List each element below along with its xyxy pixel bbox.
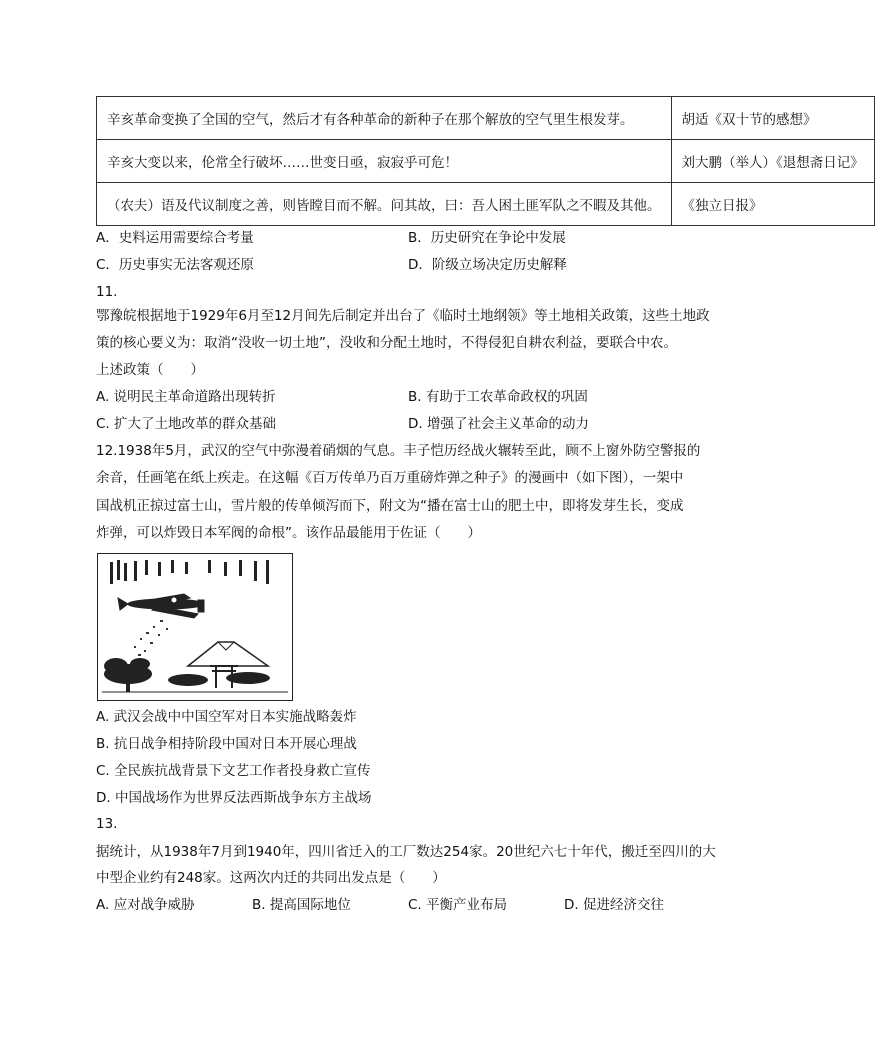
q11-option-d: D. 增强了社会主义革命的动力	[408, 416, 589, 432]
q11-number: 11.	[96, 284, 118, 300]
q12-stem-line: 炸弹，可以炸毁日本军阀的命根”。该作品最能用于佐证（ ）	[96, 525, 481, 541]
q11-stem-line: 上述政策（ ）	[96, 362, 204, 378]
table-cell-source: 胡适《双十节的感想》	[671, 97, 874, 140]
q12-stem-line: 国战机正掠过富士山，雪片般的传单倾泻而下，附文为“播在富士山的肥土中，即将发芽生长，变成	[96, 498, 684, 514]
q12-stem-line: 余音，任画笔在纸上疾走。在这幅《百万传单乃百万重磅炸弹之种子》的漫画中（如下图），一架中	[96, 470, 684, 486]
source-table	[96, 96, 875, 226]
q10-option-b: B．历史研究在争论中发展	[408, 230, 566, 246]
q11-stem-line: 策的核心要义为：取消“没收一切土地”，没收和分配土地时，不得侵犯自耕农利益，要联合中农。	[96, 335, 677, 351]
q13-stem-line: 中型企业约有248家。这两次内迁的共同出发点是（ ）	[96, 870, 446, 886]
table-cell-quote: 辛亥革命变换了全国的空气，然后才有各种革命的新种子在那个解放的空气里生根发芽。	[97, 97, 672, 140]
q13-option-b: B. 提高国际地位	[252, 897, 351, 913]
q11-option-c: C. 扩大了土地改革的群众基础	[96, 416, 277, 432]
q11-option-a: A. 说明民主革命道路出现转折	[96, 389, 276, 405]
q10-option-c: C．历史事实无法客观还原	[96, 257, 254, 273]
q11-option-b: B. 有助于工农革命政权的巩固	[408, 389, 588, 405]
q10-option-a: A．史料运用需要综合考量	[96, 230, 254, 246]
q11-stem-line: 鄂豫皖根据地于1929年6月至12月间先后制定并出台了《临时土地纲领》等土地相关政策，这些土地政	[96, 308, 710, 324]
table-cell-quote: 辛亥大变以来，伦常全行破坏……世变日亟，寂寂乎可危！	[97, 140, 672, 183]
table-cell-quote: （农夫）语及代议制度之善，则皆瞠目而不解。问其故，曰：吾人困土匪军队之不暇及其他。	[97, 183, 672, 226]
q13-number: 13.	[96, 816, 118, 832]
q13-option-d: D. 促进经济交往	[564, 897, 664, 913]
table-row	[97, 183, 875, 226]
q13-stem-line: 据统计，从1938年7月到1940年，四川省迁入的工厂数达254家。20世纪六七十年代，搬迁至四川的大	[96, 844, 716, 860]
q12-option-c: C. 全民族抗战背景下文艺工作者投身救亡宣传	[96, 763, 371, 779]
cartoon-image	[97, 553, 293, 701]
table-row	[97, 97, 875, 140]
q12-option-d: D. 中国战场作为世界反法西斯战争东方主战场	[96, 790, 372, 806]
q10-option-d: D．阶级立场决定历史解释	[408, 257, 567, 273]
table-row	[97, 140, 875, 183]
table-cell-source: 《独立日报》	[671, 183, 874, 226]
q13-option-c: C. 平衡产业布局	[408, 897, 508, 913]
q12-option-a: A. 武汉会战中中国空军对日本实施战略轰炸	[96, 709, 357, 725]
q12-stem-line: 12.1938年5月，武汉的空气中弥漫着硝烟的气息。丰子恺历经战火辗转至此，顾不上窗外防空警报的	[96, 443, 701, 459]
q12-option-b: B. 抗日战争相持阶段中国对日本开展心理战	[96, 736, 357, 752]
q13-option-a: A. 应对战争威胁	[96, 897, 195, 913]
table-cell-source: 刘大鹏（举人）《退想斋日记》	[671, 140, 874, 183]
